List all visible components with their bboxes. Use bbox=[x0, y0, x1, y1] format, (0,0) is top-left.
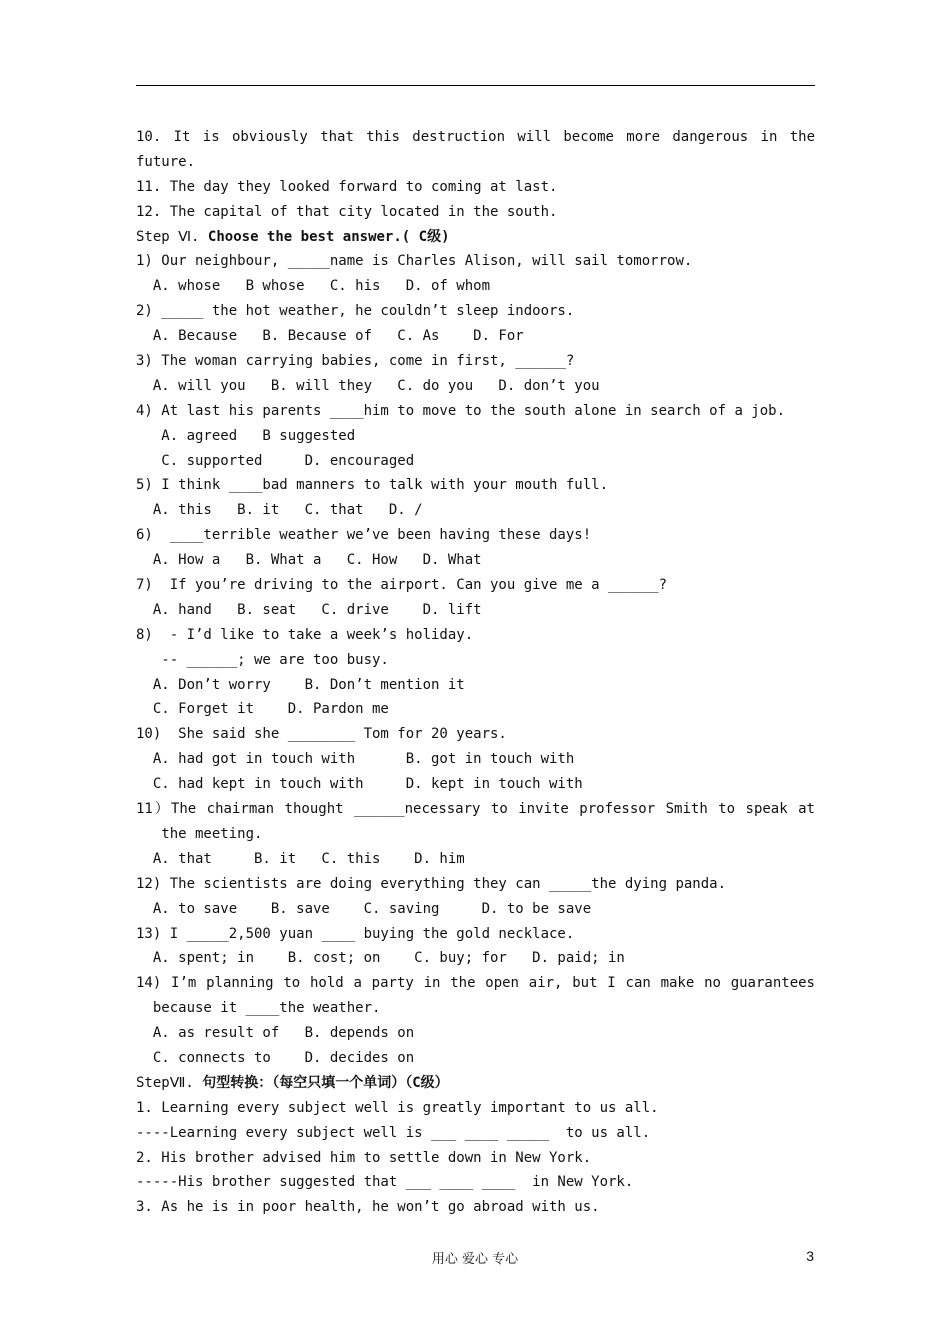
text-line: A. Because B. Because of C. As D. For bbox=[136, 328, 524, 345]
text-line: 6) ____terrible weather we’ve been having these days! bbox=[136, 527, 592, 544]
text-line: A. had got in touch with B. got in touch with bbox=[136, 751, 575, 768]
text-line: 7) If you’re driving to the airport. Can you give me a ______? bbox=[136, 577, 668, 594]
text-line: 4) At last his parents ____him to move to the south alone in search of a job. bbox=[136, 402, 786, 419]
text-line: A. as result of B. depends on bbox=[136, 1025, 415, 1042]
page-number: 3 bbox=[806, 1248, 814, 1264]
footer-motto: 用心 爱心 专心 bbox=[431, 1252, 519, 1267]
text-line: 13) I _____2,500 yuan ____ buying the gold necklace. bbox=[136, 925, 575, 942]
text-line: 11）The chairman thought ______necessary to invite professor Smith to speak at bbox=[136, 801, 815, 818]
text-line: A. whose B whose C. his D. of whom bbox=[136, 278, 491, 295]
text-line: A. this B. it C. that D. / bbox=[136, 502, 423, 519]
text-line: C. had kept in touch with D. kept in touch with bbox=[136, 776, 583, 793]
header-rule bbox=[136, 85, 815, 86]
text-line: A. to save B. save C. saving D. to be save bbox=[136, 900, 592, 917]
text-segment: ( C级) bbox=[401, 228, 450, 245]
text-line: 14) I’m planning to hold a party in the open air, but I can make no guarantees bbox=[136, 975, 815, 992]
text-line: 12. The capital of that city located in the south. bbox=[136, 203, 558, 220]
text-line: 11. The day they looked forward to coming at last. bbox=[136, 178, 558, 195]
text-line: 3. As he is in poor health, he won’t go abroad with us. bbox=[136, 1199, 600, 1216]
text-line: 10. It is obviously that this destruction will become more dangerous in the bbox=[136, 129, 815, 145]
exercise-content bbox=[136, 125, 815, 1220]
text-line: the meeting. bbox=[136, 825, 263, 842]
text-line: C. Forget it D. Pardon me bbox=[136, 701, 389, 718]
text-line: 2) _____ the hot weather, he couldn’t sleep indoors. bbox=[136, 303, 575, 320]
text-line: future. bbox=[136, 153, 196, 170]
text-line: -----His brother suggested that ___ ____ ____ in New York. bbox=[136, 1174, 634, 1191]
text-line: A. Don’t worry B. Don’t mention it bbox=[136, 676, 465, 693]
text-line: 1. Learning every subject well is greatly important to us all. bbox=[136, 1099, 659, 1116]
text-line: ----Learning every subject well is ___ ____ _____ to us all. bbox=[136, 1124, 651, 1141]
text-line: 10) She said she ________ Tom for 20 years. bbox=[136, 726, 507, 743]
text-line bbox=[136, 1071, 815, 1096]
text-line: A. spent; in B. cost; on C. buy; for D. paid; in bbox=[136, 950, 625, 967]
text-line: because it ____the weather. bbox=[136, 1000, 381, 1017]
text-line: -- ______; we are too busy. bbox=[136, 651, 389, 668]
text-line: C. connects to D. decides on bbox=[136, 1049, 415, 1066]
text-segment: Step Ⅵ. bbox=[136, 228, 208, 245]
text-line: 8) - I’d like to take a week’s holiday. bbox=[136, 626, 474, 643]
text-line: A. agreed B suggested bbox=[136, 427, 356, 444]
text-line: A. will you B. will they C. do you D. don’t you bbox=[136, 377, 600, 394]
text-segment: 句型转换：（每空只填一个单词）（C级） bbox=[202, 1074, 449, 1091]
text-line: 5) I think ____bad manners to talk with your mouth full. bbox=[136, 477, 609, 494]
text-line bbox=[136, 225, 815, 250]
text-line: 1) Our neighbour, _____name is Charles Alison, will sail tomorrow. bbox=[136, 253, 693, 270]
text-line: C. supported D. encouraged bbox=[136, 452, 415, 469]
text-line: A. How a B. What a C. How D. What bbox=[136, 552, 482, 569]
text-line: A. that B. it C. this D. him bbox=[136, 850, 465, 867]
text-segment: StepⅦ. bbox=[136, 1074, 203, 1091]
text-line: A. hand B. seat C. drive D. lift bbox=[136, 601, 482, 618]
text-line: 2. His brother advised him to settle down in New York. bbox=[136, 1149, 592, 1166]
text-line: 3) The woman carrying babies, come in first, ______? bbox=[136, 353, 575, 370]
text-line: 12) The scientists are doing everything they can _____the dying panda. bbox=[136, 875, 727, 892]
text-segment: Choose the best answer. bbox=[207, 228, 402, 245]
